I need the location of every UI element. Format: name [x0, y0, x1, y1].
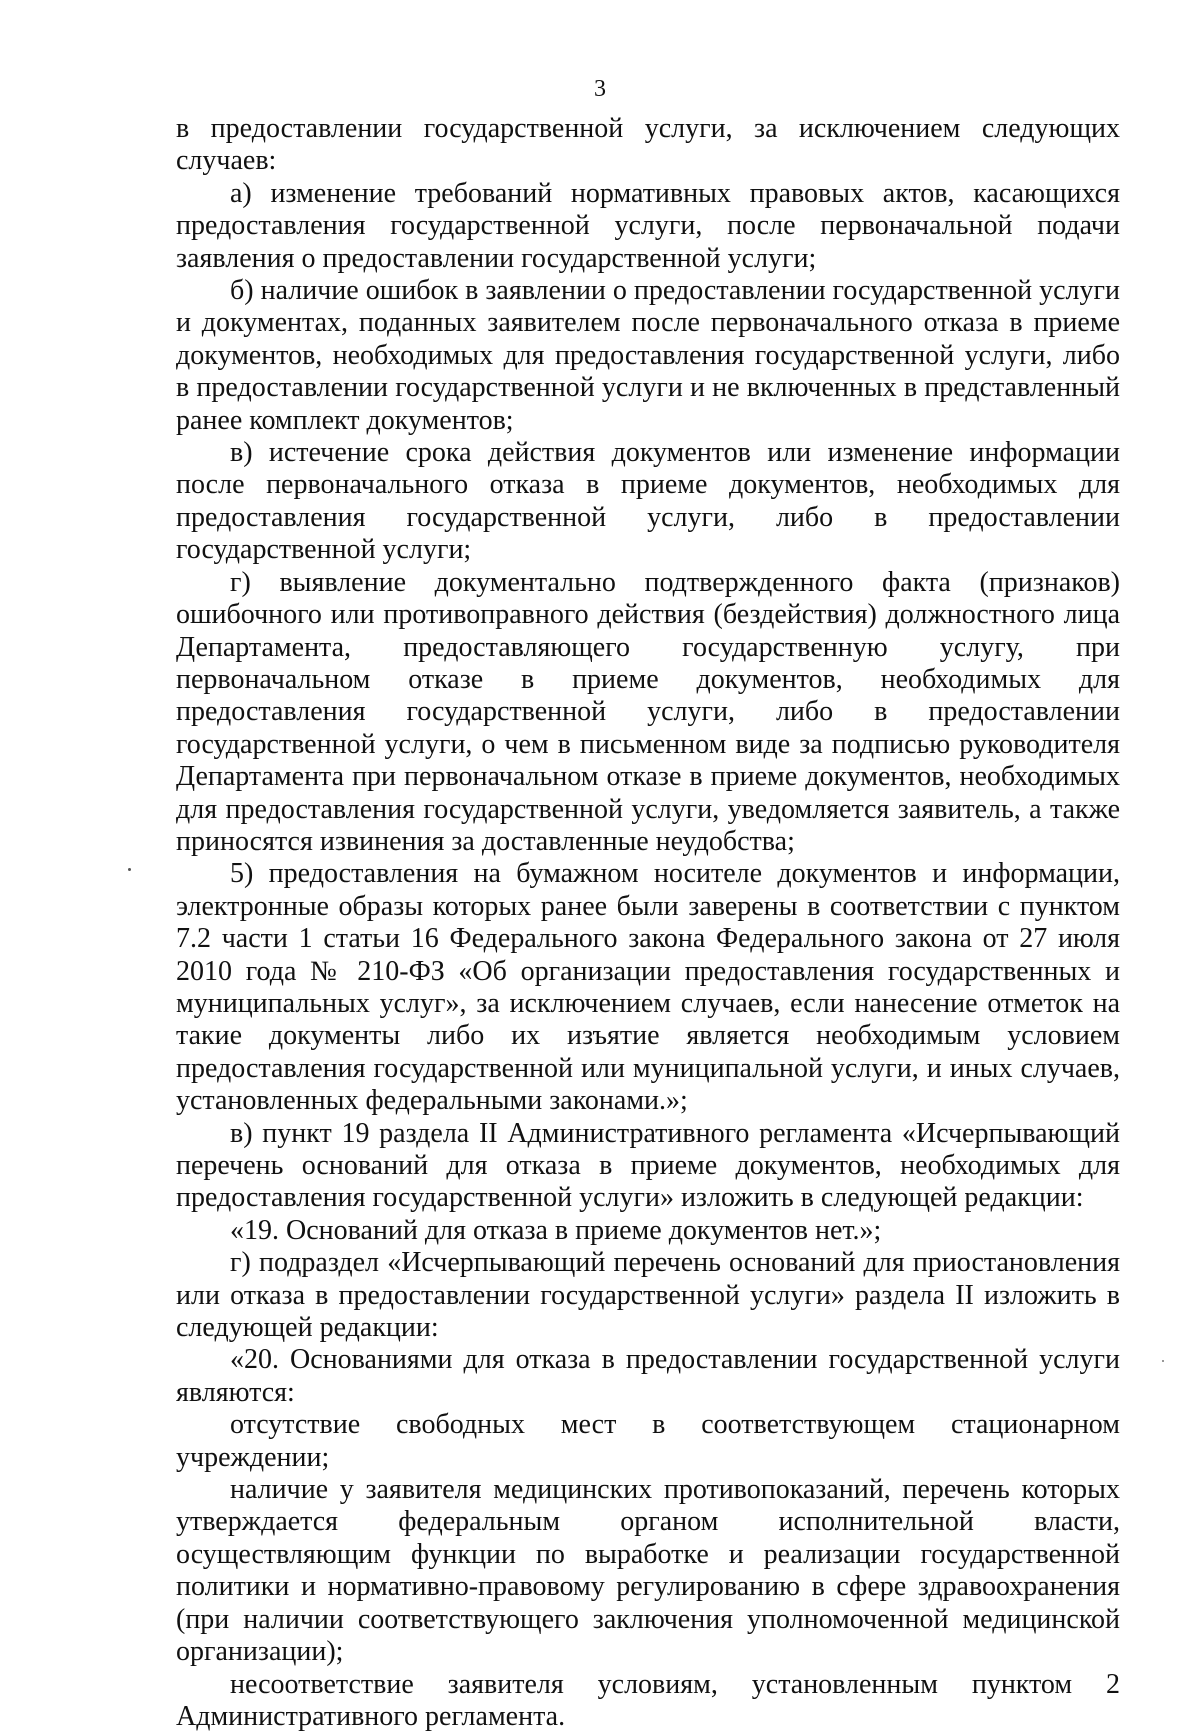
scan-speck [1162, 1360, 1164, 1362]
paragraph-continuation: в предоставлении государственной услуги, за исключением следующих случаев: [176, 113, 1120, 178]
scan-speck [128, 868, 131, 871]
paragraph-point-g: г) подраздел «Исчерпывающий перечень оснований для приостановления или отказа в предоставлении государственной услуги» раздела II изложить в следующей редакции: [176, 1247, 1120, 1344]
paragraph-point-v: в) пункт 19 раздела II Административного регламента «Исчерпывающий перечень оснований для отказа в приеме документов, необходимых для предоставления государственной услуги» изложить в следующей редакции: [176, 1118, 1120, 1215]
paragraph-clause-19: «19. Оснований для отказа в приеме документов нет.»; [176, 1215, 1120, 1247]
page-number: 3 [0, 76, 1200, 103]
paragraph-ground-2: наличие у заявителя медицинских противопоказаний, перечень которых утверждается федеральным органом исполнительной власти, осуществляющим функции по выработке и реализации государственной политики и нормативно-правовому регулированию в сфере здравоохранения (при наличии соответствующего заключения уполномоченной медицинской организации); [176, 1474, 1120, 1668]
paragraph-item-5: 5) предоставления на бумажном носителе документов и информации, электронные образы которых ранее были заверены в соответствии с пунктом 7.2 части 1 статьи 16 Федерального закона Федерального закона от 27 июля 2010 года № 210-ФЗ «Об организации предоставления государственных и муниципальных услуг», за исключением случаев, если нанесение отметок на такие документы либо их изъятие является необходимым условием предоставления государственной или муниципальной услуги, и иных случаев, установленных федеральными законами.»; [176, 858, 1120, 1117]
paragraph-item-v: в) истечение срока действия документов или изменение информации после первоначального отказа в приеме документов, необходимых для предоставления государственной услуги, либо в предоставлении государственной услуги; [176, 437, 1120, 567]
paragraph-item-b: б) наличие ошибок в заявлении о предоставлении государственной услуги и документах, поданных заявителем после первоначального отказа в приеме документов, необходимых для предоставления государственной услуги, либо в предоставлении государственной услуги и не включенных в представленный ранее комплект документов; [176, 275, 1120, 437]
paragraph-ground-1: отсутствие свободных мест в соответствующем стационарном учреждении; [176, 1409, 1120, 1474]
paragraph-item-g: г) выявление документально подтвержденного факта (признаков) ошибочного или противоправного действия (бездействия) должностного лица Департамента, предоставляющего государственную услугу, при первоначальном отказе в приеме документов, необходимых для предоставления государственной услуги, либо в предоставлении государственной услуги, о чем в письменном виде за подписью руководителя Департамента при первоначальном отказе в приеме документов, необходимых для предоставления государственной услуги, уведомляется заявитель, а также приносятся извинения за доставленные неудобства; [176, 567, 1120, 859]
paragraph-item-a: а) изменение требований нормативных правовых актов, касающихся предоставления государственной услуги, после первоначальной подачи заявления о предоставлении государственной услуги; [176, 178, 1120, 275]
paragraph-ground-3: несоответствие заявителя условиям, установленным пунктом 2 Административного регламента. [176, 1669, 1120, 1733]
document-body [176, 113, 1120, 1733]
paragraph-clause-20: «20. Основаниями для отказа в предоставлении государственной услуги являются: [176, 1344, 1120, 1409]
